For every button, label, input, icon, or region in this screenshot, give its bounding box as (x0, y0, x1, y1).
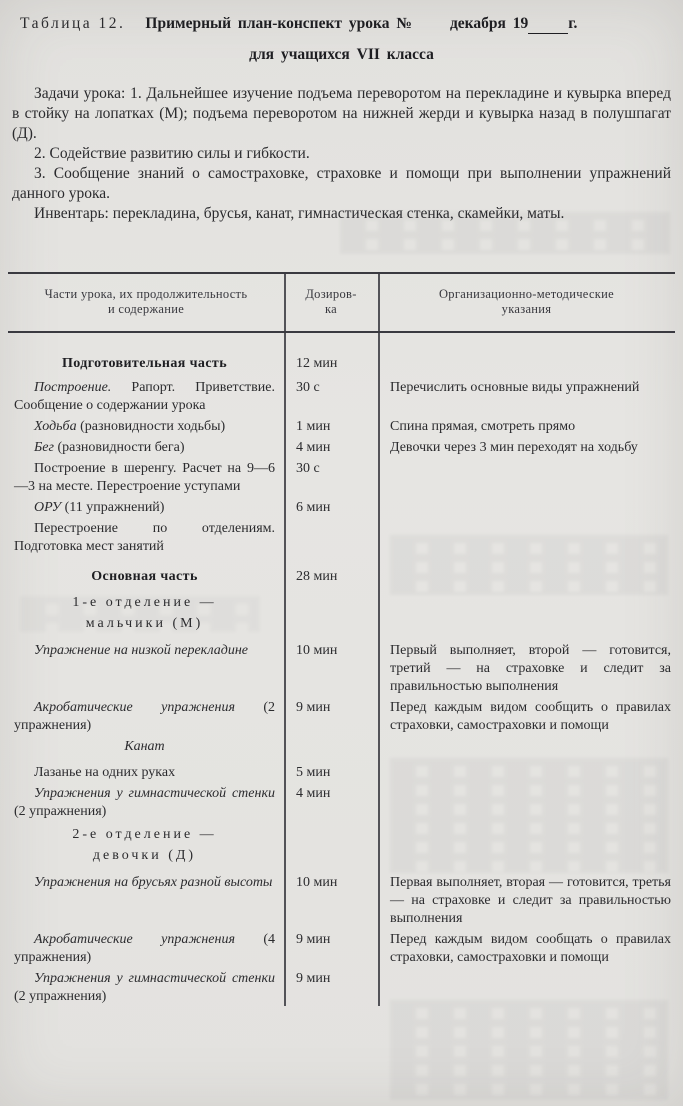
table-row (8, 970, 675, 1006)
dosage-value: 9 мин (296, 971, 331, 986)
entry-lead: Ходьба (34, 419, 77, 434)
notes-cell (378, 439, 675, 457)
dosage-cell (284, 592, 378, 634)
column-divider (378, 272, 380, 1006)
entry-text (14, 764, 275, 782)
lesson-part-cell (8, 764, 284, 782)
column-header-parts: Части урока, их продолжительность и содержание (44, 287, 248, 316)
entry-rest: (разновидности ходьбы) (76, 419, 226, 434)
lesson-plan-table (8, 272, 675, 1006)
table-row (8, 592, 675, 634)
dosage-cell (284, 568, 378, 586)
notes-text: Девочки через 3 мин переходят на ходьбу (390, 440, 638, 455)
lesson-part-cell (8, 568, 284, 586)
notes-cell (378, 785, 675, 821)
intro-paragraph: 3. Сообщение знаний о самостраховке, страховке и помощи при выполнении упражнений данного урока. (12, 165, 671, 202)
notes-cell (378, 499, 675, 517)
dosage-cell (284, 874, 378, 928)
dosage-value: 5 мин (296, 765, 331, 780)
dosage-cell (284, 642, 378, 696)
page-title (145, 14, 669, 34)
dosage-cell (284, 520, 378, 556)
lesson-part-cell (8, 874, 284, 928)
intro-paragraph: Задачи урока: 1. Дальнейшее изучение подъема переворотом на перекладине и кувырка вперед в стойку на лопатках (М); подъема переворотом на нижней жерди и кувырка назад в полушпагат (Д). (12, 85, 671, 142)
notes-cell (378, 568, 675, 586)
entry-text (14, 970, 275, 1006)
table-body (8, 333, 675, 1006)
table-row (8, 785, 675, 821)
notes-cell (378, 824, 675, 866)
entry-rest: Построение в шеренгу. Расчет на 9—6—3 на месте. Перестроение уступами (14, 461, 275, 494)
notes-text: Спина прямая, смотреть прямо (390, 419, 576, 434)
notes-cell (378, 764, 675, 782)
lesson-part-cell (8, 460, 284, 496)
dosage-cell (284, 738, 378, 756)
entry-lead: Акробатические упражнения (34, 932, 235, 947)
entry-text (14, 439, 275, 457)
notes-cell (378, 355, 675, 373)
notes-text: Первая выполняет, вторая — готовится, третья — на страховке и следит за правильностью выполнения (390, 875, 671, 926)
table-row (8, 874, 675, 928)
dosage-value: 12 мин (296, 356, 338, 371)
lesson-part-cell (8, 520, 284, 556)
entry-lead: Упражнение на низкой перекладине (34, 643, 249, 658)
entry-text (14, 785, 275, 821)
column-header-dosage: Дозиров- ка (305, 287, 357, 316)
dosage-cell (284, 379, 378, 415)
intro-paragraphs (12, 84, 671, 224)
lesson-part-cell (8, 970, 284, 1006)
dosage-cell (284, 699, 378, 735)
entry-lead: Упражнения у гимнастической стенки (34, 786, 275, 801)
dosage-value: 28 мин (296, 569, 338, 584)
section-heading: Подготовительная часть (61, 356, 228, 371)
entry-lead: Акробатические упражнения (34, 700, 235, 715)
entry-rest: Рапорт. Приветствие. Сообщение о содержании урока (14, 380, 275, 413)
dosage-value: 10 мин (296, 875, 338, 890)
table-number-label: Таблица 12. (20, 15, 126, 32)
table-row (8, 738, 675, 756)
entry-rest: (2 упражнения) (14, 804, 107, 819)
entry-text (14, 699, 275, 735)
dosage-cell (284, 824, 378, 866)
dosage-cell (284, 439, 378, 457)
title-year-suffix: г. (568, 15, 578, 32)
dosage-cell (284, 460, 378, 496)
title-text: Примерный план-конспект урока № (145, 15, 412, 32)
title-date-word: декабря 19 (449, 15, 529, 32)
dosage-value: 10 мин (296, 643, 338, 658)
lesson-part-cell (8, 785, 284, 821)
notes-cell (378, 738, 675, 756)
entry-rest: Перестроение по отделениям. Подготовка мест занятий (14, 521, 275, 554)
entry-lead: Бег (34, 440, 54, 455)
entry-rest: (2 упражнения) (14, 989, 107, 1004)
dosage-cell (284, 931, 378, 967)
entry-text (14, 642, 275, 660)
entry-text (14, 874, 275, 892)
lesson-part-cell (8, 355, 284, 373)
notes-cell (378, 970, 675, 1006)
entry-lead: ОРУ (34, 500, 62, 515)
dosage-value: 4 мин (296, 786, 331, 801)
table-row (8, 931, 675, 967)
table-row (8, 418, 675, 436)
lesson-part-cell (8, 931, 284, 967)
lesson-part-cell (8, 418, 284, 436)
intro-paragraph: 2. Содействие развитию силы и гибкости. (34, 145, 310, 162)
table-header-row (8, 272, 675, 333)
notes-cell (378, 699, 675, 735)
bleed-through (390, 1000, 668, 1100)
document-title-line (20, 14, 669, 34)
dosage-value: 30 с (296, 380, 320, 395)
entry-text (14, 499, 275, 517)
group-heading: 2-е отделение — девочки (Д) (72, 827, 217, 863)
lesson-part-cell (8, 499, 284, 517)
sub-heading: Канат (124, 739, 165, 754)
column-divider (284, 272, 286, 1006)
entry-text (14, 460, 275, 496)
entry-rest: (11 упражнений) (61, 500, 165, 515)
table-row (8, 460, 675, 496)
dosage-value: 1 мин (296, 419, 331, 434)
lesson-part-cell (8, 824, 284, 866)
table-row (8, 764, 675, 782)
lesson-part-cell (8, 439, 284, 457)
table-row (8, 568, 675, 586)
notes-cell (378, 592, 675, 634)
year-blank-line (528, 14, 568, 34)
table-row (8, 699, 675, 735)
notes-text: Перед каждым видом сообщить о правилах страховки, самостраховки и помощи (390, 700, 671, 733)
table-row (8, 499, 675, 517)
entry-text (14, 520, 275, 556)
entry-lead: Построение. (34, 380, 112, 395)
dosage-cell (284, 355, 378, 373)
intro-paragraph: Инвентарь: перекладина, брусья, канат, гимнастическая стенка, скамейки, маты. (34, 205, 565, 222)
notes-cell (378, 379, 675, 415)
dosage-value: 4 мин (296, 440, 331, 455)
entry-lead: Упражнения на брусьях разной высоты (34, 875, 273, 890)
dosage-value: 30 с (296, 461, 320, 476)
page-subtitle: для учащихся VII класса (249, 46, 434, 63)
column-header-notes: Организационно-методические указания (438, 287, 615, 316)
table-row (8, 520, 675, 556)
entry-text (14, 418, 275, 436)
entry-rest: Лазанье на одних руках (34, 765, 176, 780)
dosage-value: 6 мин (296, 500, 331, 515)
dosage-cell (284, 764, 378, 782)
entry-rest: (2 упражнения) (14, 700, 275, 733)
entry-lead: Упражнения у гимнастической стенки (34, 971, 275, 986)
notes-cell (378, 874, 675, 928)
dosage-value: 9 мин (296, 700, 331, 715)
dosage-cell (284, 418, 378, 436)
notes-cell (378, 520, 675, 556)
table-row (8, 379, 675, 415)
dosage-cell (284, 499, 378, 517)
lesson-part-cell (8, 642, 284, 696)
lesson-part-cell (8, 699, 284, 735)
notes-cell (378, 642, 675, 696)
entry-text (14, 379, 275, 415)
section-heading: Основная часть (91, 569, 198, 584)
notes-cell (378, 460, 675, 496)
table-row (8, 439, 675, 457)
table-row (8, 824, 675, 866)
lesson-part-cell (8, 592, 284, 634)
entry-rest: (4 упражнения) (14, 932, 275, 965)
lesson-part-cell (8, 738, 284, 756)
lesson-part-cell (8, 379, 284, 415)
table-row (8, 642, 675, 696)
entry-rest: (разновидности бега) (53, 440, 185, 455)
dosage-cell (284, 785, 378, 821)
group-heading: 1-е отделение — мальчики (М) (72, 595, 217, 631)
notes-text: Первый выполняет, второй — готовится, третий — на страховке и следит за правильностью выполнения (390, 643, 671, 694)
dosage-value: 9 мин (296, 932, 331, 947)
notes-text: Перед каждым видом сообщать о правилах страховки, самостраховки и помощи (390, 932, 671, 965)
entry-text (14, 931, 275, 967)
dosage-cell (284, 970, 378, 1006)
table-row (8, 355, 675, 373)
notes-cell (378, 931, 675, 967)
notes-text: Перечислить основные виды упражнений (390, 380, 640, 395)
notes-cell (378, 418, 675, 436)
